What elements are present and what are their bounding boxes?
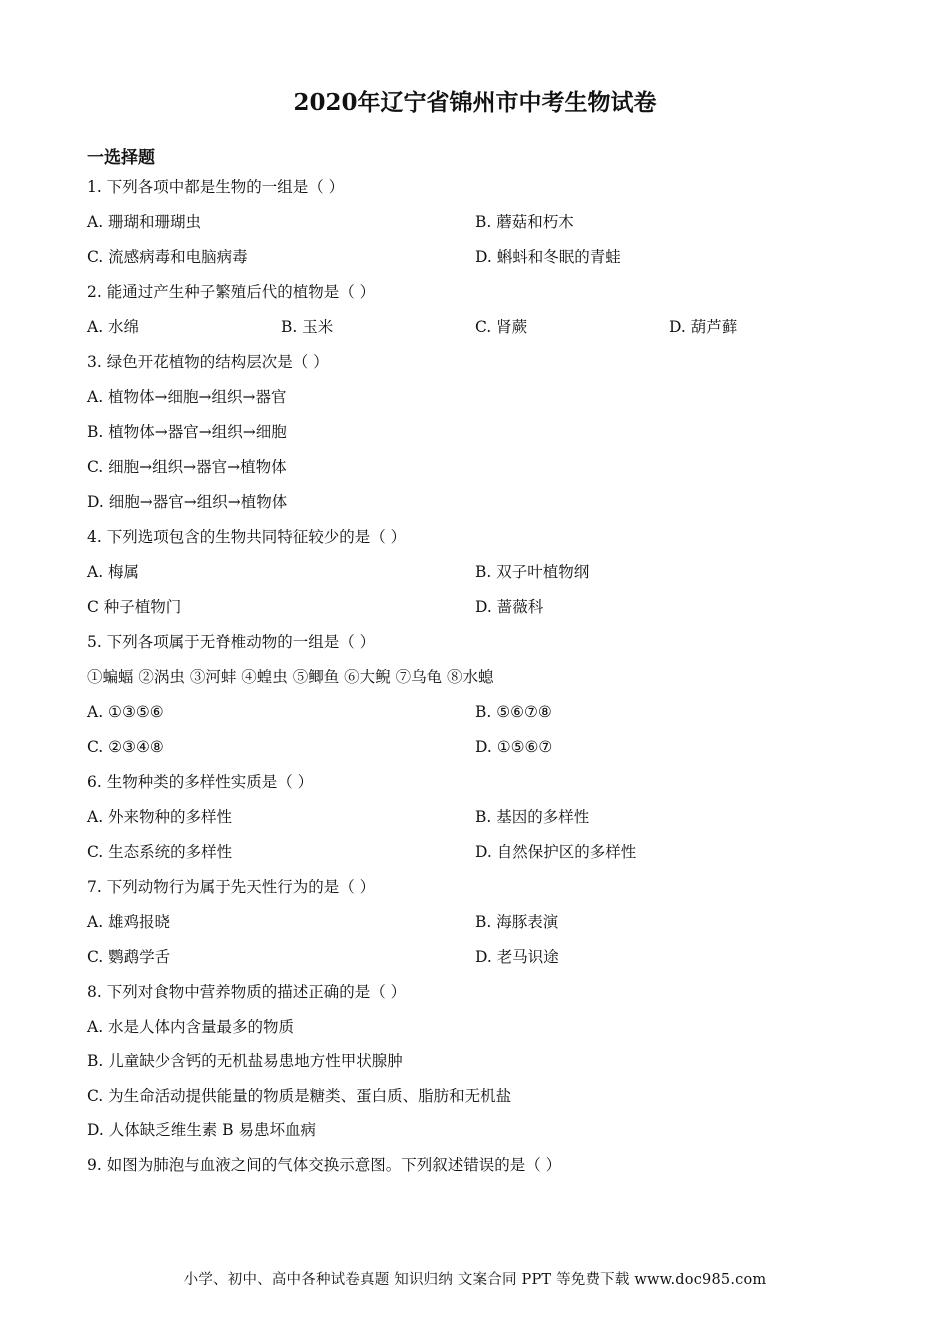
question-7-option-b: B. 海豚表演 (475, 913, 559, 931)
question-7-stem: 7. 下列动物行为属于先天性行为的是（ ） (87, 878, 376, 896)
question-7-option-a: A. 雄鸡报晓 (87, 913, 171, 931)
page-footer: 小学、初中、高中各种试卷真题 知识归纳 文案合同 PPT 等免费下载 www.doc985.com (183, 1272, 767, 1288)
question-1-option-d: D. 蝌蚪和冬眠的青蛙 (475, 248, 621, 266)
question-6-stem: 6. 生物种类的多样性实质是（ ） (87, 773, 314, 791)
question-6-option-d: D. 自然保护区的多样性 (475, 843, 637, 861)
question-3-option-a: A. 植物体→细胞→组织→器官 (87, 388, 287, 406)
question-6-option-b: B. 基因的多样性 (475, 808, 590, 826)
question-8-option-c: C. 为生命活动提供能量的物质是糖类、蛋白质、脂肪和无机盐 (87, 1087, 512, 1105)
question-4-option-a: A. 梅属 (87, 563, 140, 581)
question-7-option-d: D. 老马识途 (475, 948, 559, 966)
question-4-stem: 4. 下列选项包含的生物共同特征较少的是（ ） (87, 528, 407, 546)
question-2-option-b: B. 玉米 (281, 318, 334, 336)
question-5-stem: 5. 下列各项属于无脊椎动物的一组是（ ） (87, 633, 376, 651)
page-title: 2020年辽宁省锦州市中考生物试卷 (293, 89, 657, 116)
question-6-option-c: C. 生态系统的多样性 (87, 843, 233, 861)
question-4-option-d: D. 蔷薇科 (475, 598, 544, 616)
question-2-stem: 2. 能通过产生种子繁殖后代的植物是（ ） (87, 283, 376, 301)
question-1-option-b: B. 蘑菇和朽木 (475, 213, 574, 231)
question-8-option-a: A. 水是人体内含量最多的物质 (87, 1018, 295, 1036)
question-5-items: ①蝙蝠 ②涡虫 ③河蚌 ④蝗虫 ⑤鲫鱼 ⑥大鲵 ⑦乌龟 ⑧水螅 (87, 668, 494, 686)
question-2-option-a: A. 水绵 (87, 318, 140, 336)
question-3-option-b: B. 植物体→器官→组织→细胞 (87, 423, 287, 441)
question-2-option-c: C. 肾蕨 (475, 318, 528, 336)
question-8-option-d: D. 人体缺乏维生素 B 易患坏血病 (87, 1121, 316, 1139)
question-3-stem: 3. 绿色开花植物的结构层次是（ ） (87, 353, 329, 371)
question-5-option-a: A. ①③⑤⑥ (87, 703, 164, 721)
question-9-stem: 9. 如图为肺泡与血液之间的气体交换示意图。下列叙述错误的是（ ） (87, 1156, 562, 1174)
question-1-option-a: A. 珊瑚和珊瑚虫 (87, 213, 202, 231)
question-5-option-c: C. ②③④⑧ (87, 738, 164, 756)
question-8-stem: 8. 下列对食物中营养物质的描述正确的是（ ） (87, 983, 407, 1001)
question-3-option-d: D. 细胞→器官→组织→植物体 (87, 493, 288, 511)
question-5-option-d: D. ①⑤⑥⑦ (475, 738, 553, 756)
question-8-option-b: B. 儿童缺少含钙的无机盐易患地方性甲状腺肿 (87, 1052, 403, 1070)
question-4-option-c: C 种子植物门 (87, 598, 182, 616)
question-4-option-b: B. 双子叶植物纲 (475, 563, 590, 581)
question-5-option-b: B. ⑤⑥⑦⑧ (475, 703, 552, 721)
question-3-option-c: C. 细胞→组织→器官→植物体 (87, 458, 287, 476)
question-2-option-d: D. 葫芦藓 (669, 318, 738, 336)
question-7-option-c: C. 鹦鹉学舌 (87, 948, 171, 966)
question-6-option-a: A. 外来物种的多样性 (87, 808, 233, 826)
question-1-stem: 1. 下列各项中都是生物的一组是（ ） (87, 178, 345, 196)
question-1-option-c: C. 流感病毒和电脑病毒 (87, 248, 248, 266)
section-heading: 一选择题 (87, 148, 155, 168)
